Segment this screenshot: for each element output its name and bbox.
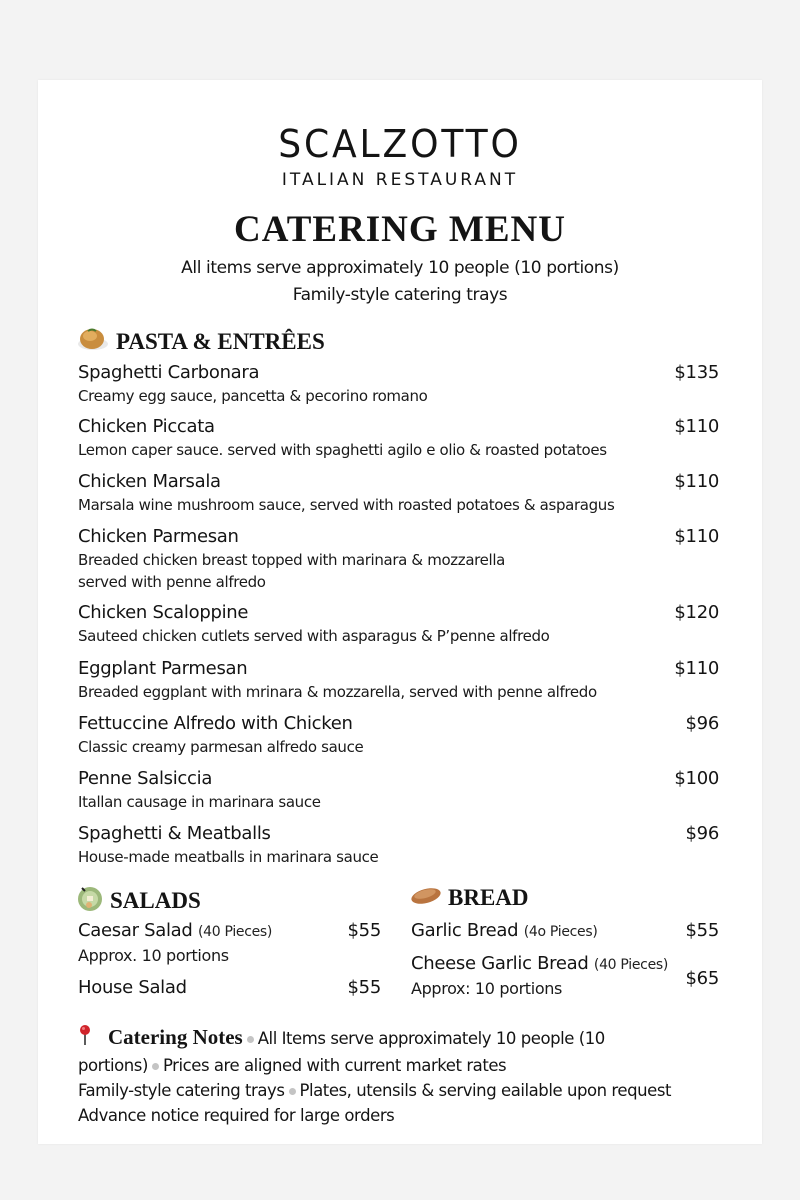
notes-line bbox=[78, 1024, 738, 1053]
menu-item-price: $110 bbox=[674, 416, 719, 437]
salad-bowl-icon bbox=[76, 884, 104, 918]
menu-item-note: Approx. 10 portions bbox=[78, 946, 229, 965]
item-name-text: Cheese Garlic Bread bbox=[411, 953, 589, 974]
menu-item-price: $100 bbox=[674, 768, 719, 789]
restaurant-name: SCALZOTTO bbox=[278, 122, 522, 166]
menu-item-name: Eggplant Parmesan bbox=[78, 658, 248, 679]
menu-item-name bbox=[78, 920, 272, 941]
menu-card bbox=[38, 80, 762, 1144]
catering-notes bbox=[78, 1024, 738, 1128]
bread-loaf-icon bbox=[410, 884, 442, 912]
menu-item-price: $65 bbox=[685, 968, 719, 989]
item-name-text: Garlic Bread bbox=[411, 920, 519, 941]
menu-item-name: Chicken Parmesan bbox=[78, 526, 239, 547]
menu-item-description: House-made meatballs in marinara sauce bbox=[78, 848, 379, 866]
page-title: CATERING MENU bbox=[234, 209, 566, 250]
note-text: portions) bbox=[78, 1056, 148, 1075]
note-text: Advance notice required for large orders bbox=[78, 1106, 395, 1125]
note-text: Plates, utensils & serving eailable upon request bbox=[299, 1081, 672, 1100]
menu-item-price: $110 bbox=[674, 658, 719, 679]
menu-item-description: Classic creamy parmesan alfredo sauce bbox=[78, 738, 364, 756]
menu-item-description: Lemon caper sauce. served with spaghetti agilo e olio & roasted potatoes bbox=[78, 441, 607, 459]
map-pin-icon bbox=[78, 1024, 108, 1053]
notes-title: Catering Notes bbox=[108, 1025, 243, 1049]
section-heading-salads bbox=[76, 884, 201, 918]
notes-line bbox=[78, 1103, 738, 1128]
menu-item-name: Chicken Marsala bbox=[78, 471, 221, 492]
item-quantity: (40 Pieces) bbox=[593, 957, 669, 973]
menu-item-description: Breaded eggplant with mrinara & mozzarella, served with penne alfredo bbox=[78, 683, 597, 701]
menu-item-description: Itallan causage in marinara sauce bbox=[78, 793, 321, 811]
note-text: Family-style catering trays bbox=[78, 1081, 285, 1100]
section-heading-bread bbox=[410, 884, 529, 912]
menu-item-price: $110 bbox=[674, 526, 719, 547]
item-quantity: (40 Pieces) bbox=[197, 924, 273, 940]
serving-info: All items serve approximately 10 people (10 portions) bbox=[181, 258, 619, 278]
notes-line bbox=[78, 1053, 738, 1078]
bullet-dot bbox=[152, 1063, 159, 1070]
menu-item-name bbox=[411, 953, 668, 974]
item-quantity: (4o Pieces) bbox=[523, 924, 598, 940]
menu-item-price: $55 bbox=[347, 977, 381, 998]
section-title: BREAD bbox=[448, 885, 529, 910]
menu-item-name: Fettuccine Alfredo with Chicken bbox=[78, 713, 353, 734]
item-name-text: Caesar Salad bbox=[78, 920, 193, 941]
section-heading-pasta bbox=[76, 326, 325, 358]
menu-item-price: $110 bbox=[674, 471, 719, 492]
menu-item-description: served with penne alfredo bbox=[78, 573, 266, 591]
menu-item-name bbox=[411, 920, 598, 941]
menu-item-name: Penne Salsiccia bbox=[78, 768, 213, 789]
section-title: SALADS bbox=[110, 888, 201, 913]
menu-item-description: Marsala wine mushroom sauce, served with roasted potatoes & asparagus bbox=[78, 496, 615, 514]
menu-item-price: $55 bbox=[347, 920, 381, 941]
restaurant-subtitle: ITALIAN RESTAURANT bbox=[281, 170, 519, 190]
menu-item-price: $55 bbox=[685, 920, 719, 941]
note-text: Prices are aligned with current market rates bbox=[162, 1056, 507, 1075]
menu-item-name: Chicken Piccata bbox=[78, 416, 215, 437]
menu-item-description: Creamy egg sauce, pancetta & pecorino romano bbox=[78, 387, 428, 405]
menu-item-name: Spaghetti & Meatballs bbox=[78, 823, 271, 844]
menu-item-price: $120 bbox=[674, 602, 719, 623]
note-text: All Items serve approximately 10 people (10 bbox=[257, 1029, 605, 1048]
pasta-dish-icon bbox=[76, 326, 110, 358]
menu-item-price: $96 bbox=[685, 823, 719, 844]
bullet-dot bbox=[247, 1036, 254, 1043]
menu-item-price: $135 bbox=[674, 362, 719, 383]
menu-item-name: House Salad bbox=[78, 977, 187, 998]
section-title: PASTA & ENTRÊES bbox=[116, 329, 325, 354]
menu-item-name: Chicken Scaloppine bbox=[78, 602, 249, 623]
menu-item-name: Spaghetti Carbonara bbox=[78, 362, 260, 383]
bullet-dot bbox=[289, 1088, 296, 1095]
notes-line bbox=[78, 1078, 738, 1103]
menu-item-note: Approx: 10 portions bbox=[411, 979, 563, 998]
menu-item-price: $96 bbox=[685, 713, 719, 734]
menu-item-description: Sauteed chicken cutlets served with asparagus & P’penne alfredo bbox=[78, 627, 550, 645]
menu-item-description: Breaded chicken breast topped with marinara & mozzarella bbox=[78, 551, 506, 569]
tray-info: Family-style catering trays bbox=[292, 285, 508, 305]
